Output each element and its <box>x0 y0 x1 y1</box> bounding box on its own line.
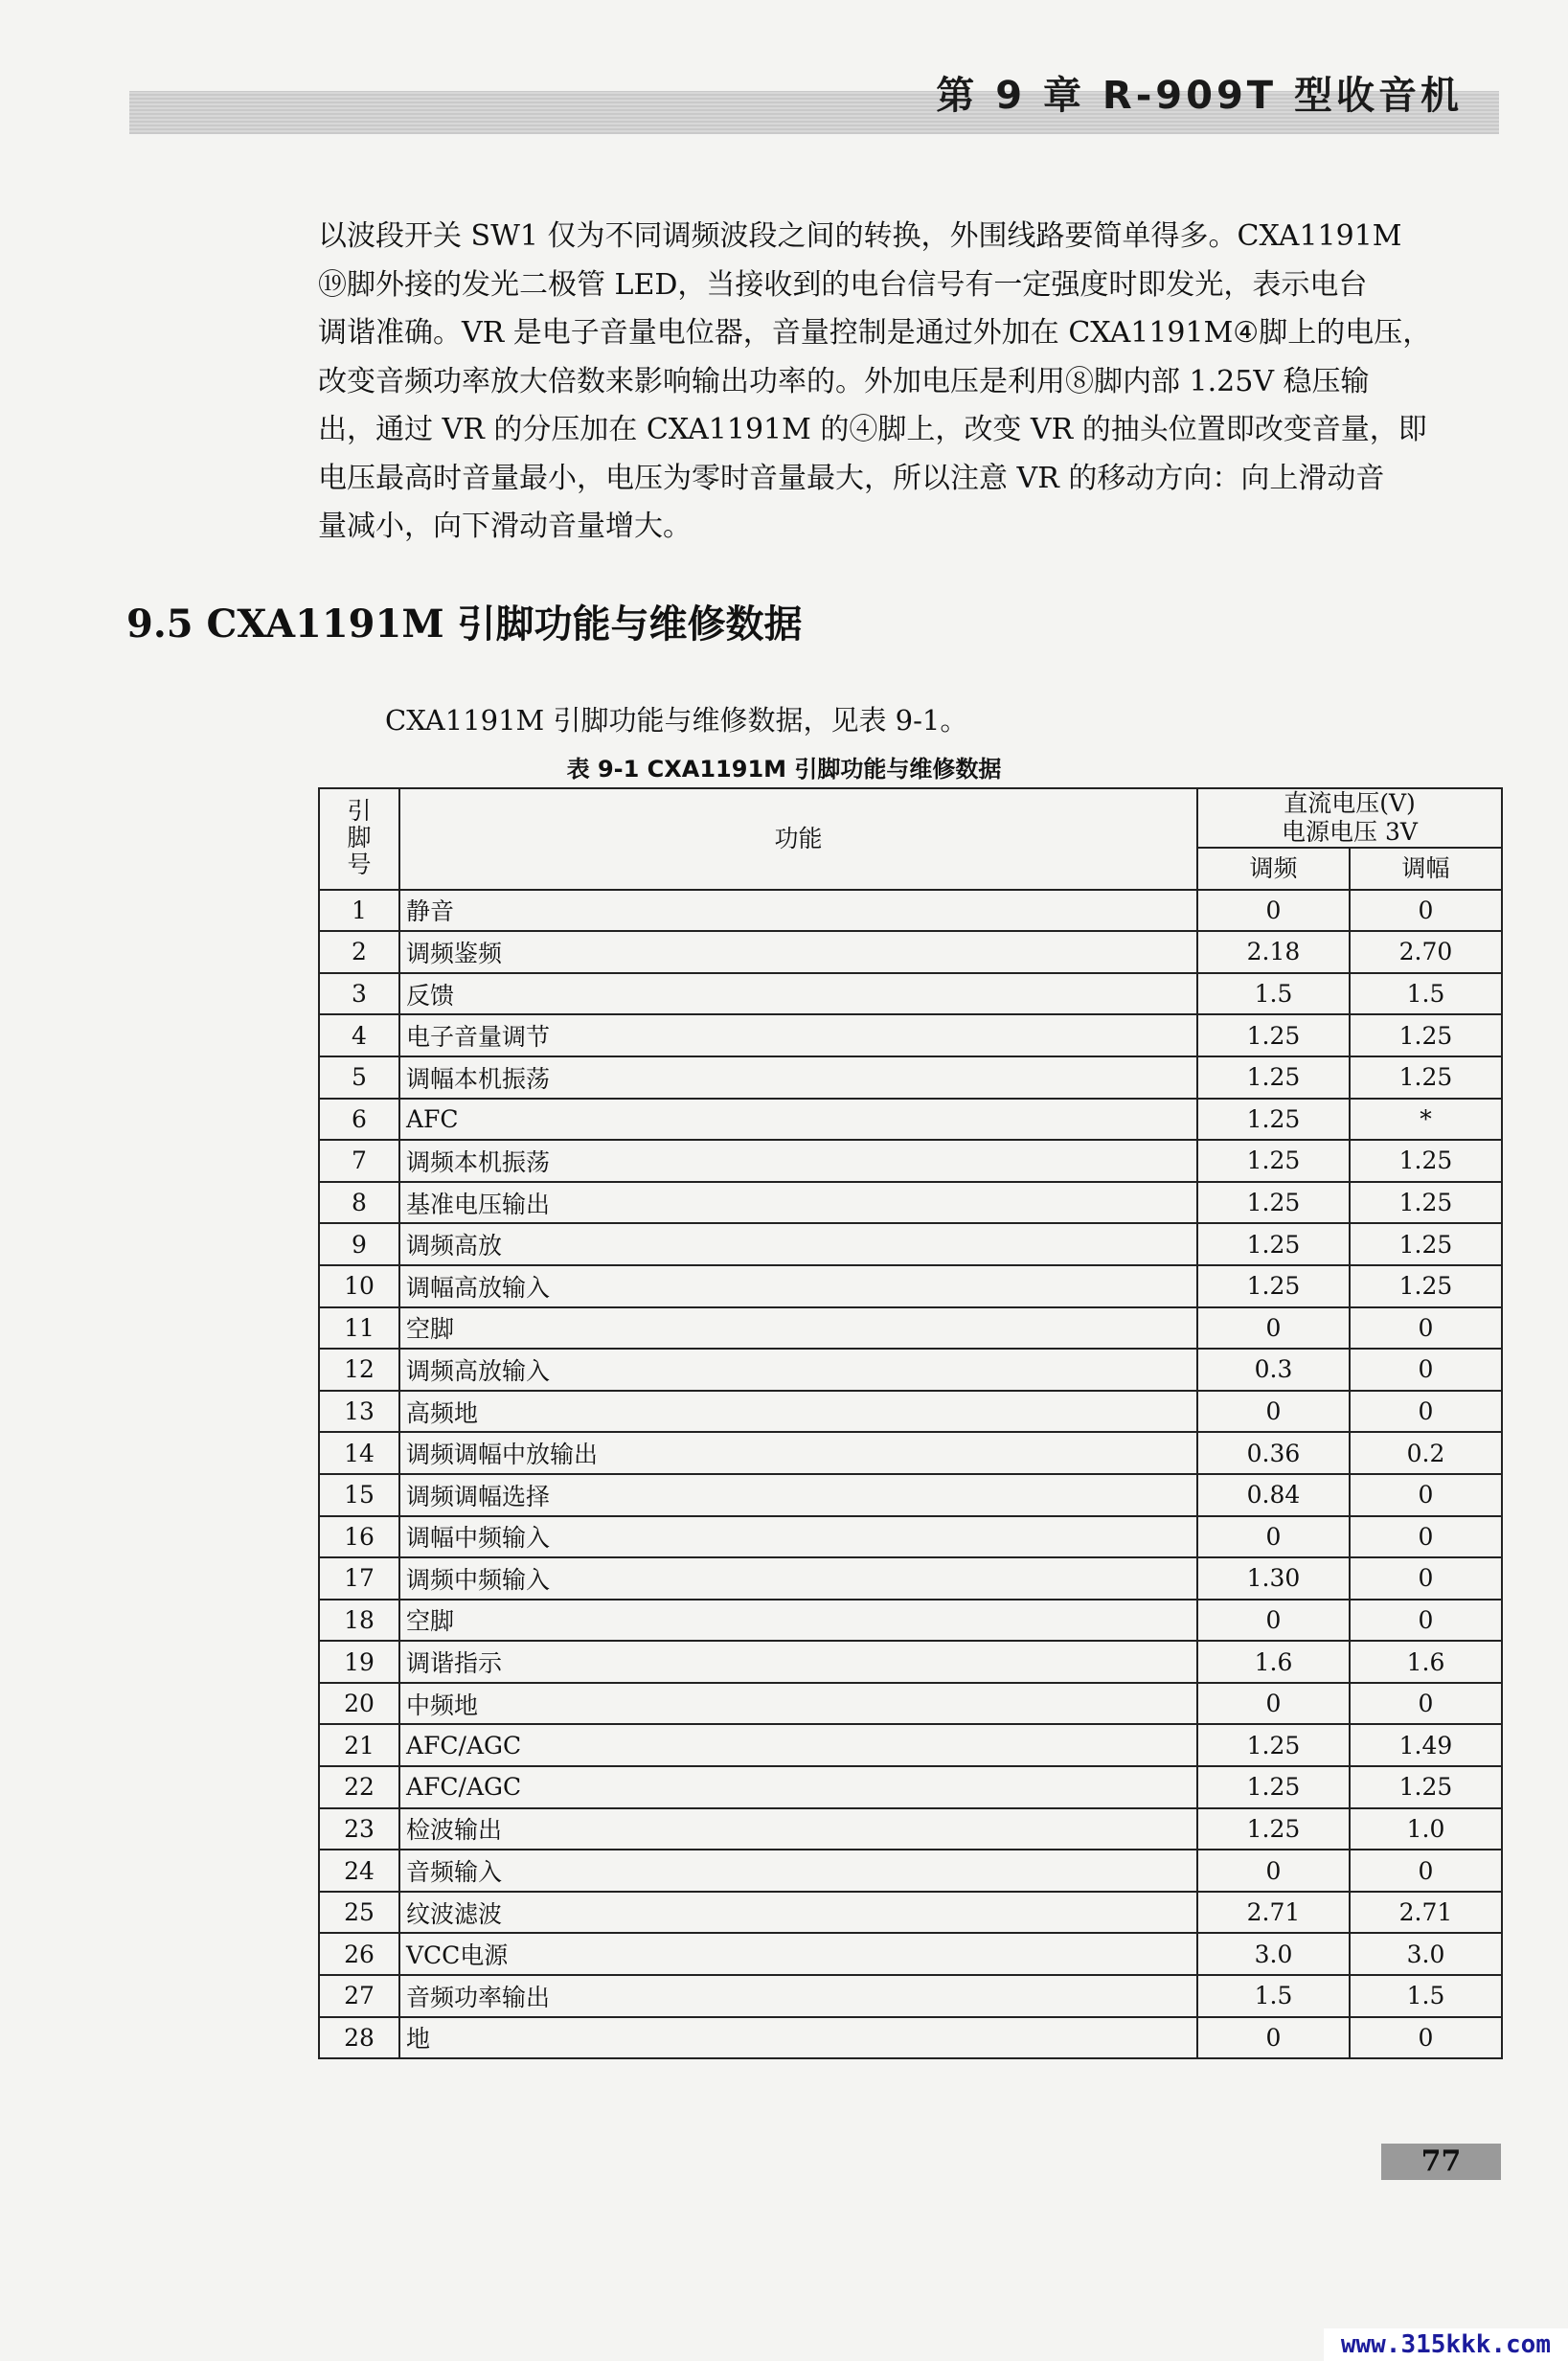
am-voltage-cell: 1.25 <box>1350 1140 1502 1182</box>
table-row <box>319 1307 1502 1350</box>
fm-voltage-cell: 3.0 <box>1197 1933 1350 1975</box>
pin-cell: 11 <box>319 1307 399 1350</box>
table-row <box>319 1432 1502 1474</box>
page-number: 77 <box>1381 2144 1501 2180</box>
pin-cell: 12 <box>319 1349 399 1391</box>
pin-cell: 5 <box>319 1056 399 1099</box>
table-row <box>319 1516 1502 1558</box>
pin-cell: 23 <box>319 1808 399 1850</box>
table-row <box>319 1766 1502 1808</box>
table-row <box>319 1557 1502 1600</box>
function-cell: VCC电源 <box>399 1933 1197 1975</box>
pin-cell: 26 <box>319 1933 399 1975</box>
function-cell: AFC/AGC <box>399 1724 1197 1766</box>
pin-cell: 21 <box>319 1724 399 1766</box>
function-cell: 检波输出 <box>399 1808 1197 1850</box>
function-cell: 空脚 <box>399 1307 1197 1350</box>
function-cell: 音频功率输出 <box>399 1975 1197 2017</box>
table-row <box>319 1975 1502 2017</box>
body-paragraph <box>318 213 1506 552</box>
pin-cell: 2 <box>319 931 399 973</box>
function-cell: 高频地 <box>399 1391 1197 1433</box>
function-cell: 纹波滤波 <box>399 1892 1197 1934</box>
am-voltage-cell: 2.71 <box>1350 1892 1502 1934</box>
table-row <box>319 1140 1502 1182</box>
paragraph-line: 电压最高时音量最小，电压为零时音量最大，所以注意 VR 的移动方向：向上滑动音 <box>318 461 1385 495</box>
header-voltage <box>1197 788 1502 848</box>
table-row <box>319 1014 1502 1056</box>
fm-voltage-cell: 0 <box>1197 890 1350 932</box>
am-voltage-cell: 1.5 <box>1350 1975 1502 2017</box>
fm-voltage-cell: 0 <box>1197 1683 1350 1725</box>
function-cell: 地 <box>399 2017 1197 2059</box>
table-row <box>319 1724 1502 1766</box>
section-title: 9.5 CXA1191M 引脚功能与维修数据 <box>126 602 803 647</box>
fm-voltage-cell: 1.25 <box>1197 1056 1350 1099</box>
fm-voltage-cell: 1.25 <box>1197 1140 1350 1182</box>
am-voltage-cell: 0 <box>1350 1349 1502 1391</box>
table-row <box>319 1850 1502 1892</box>
function-cell: 电子音量调节 <box>399 1014 1197 1056</box>
fm-voltage-cell: 0.84 <box>1197 1474 1350 1516</box>
am-voltage-cell: 0 <box>1350 1850 1502 1892</box>
pin-cell: 17 <box>319 1557 399 1600</box>
am-voltage-cell: 1.5 <box>1350 973 1502 1015</box>
fm-voltage-cell: 0.3 <box>1197 1349 1350 1391</box>
pin-cell: 6 <box>319 1099 399 1141</box>
fm-voltage-cell: 1.25 <box>1197 1766 1350 1808</box>
table-row <box>319 1349 1502 1391</box>
table-row <box>319 931 1502 973</box>
am-voltage-cell: 1.25 <box>1350 1223 1502 1265</box>
am-voltage-cell: 1.25 <box>1350 1265 1502 1307</box>
pin-cell: 22 <box>319 1766 399 1808</box>
table-row <box>319 1933 1502 1975</box>
table-row <box>319 1182 1502 1224</box>
table-row <box>319 973 1502 1015</box>
am-voltage-cell: 0 <box>1350 1557 1502 1600</box>
pin-cell: 28 <box>319 2017 399 2059</box>
am-voltage-cell: 0 <box>1350 890 1502 932</box>
pin-cell: 1 <box>319 890 399 932</box>
pin-cell: 24 <box>319 1850 399 1892</box>
am-voltage-cell: 0 <box>1350 1391 1502 1433</box>
table-row <box>319 1391 1502 1433</box>
pin-cell: 15 <box>319 1474 399 1516</box>
function-cell: 调频调幅中放输出 <box>399 1432 1197 1474</box>
function-cell: AFC/AGC <box>399 1766 1197 1808</box>
paragraph-line: 出，通过 VR 的分压加在 CXA1191M 的④脚上，改变 VR 的抽头位置即改变音量，即 <box>318 413 1427 446</box>
fm-voltage-cell: 0 <box>1197 1307 1350 1350</box>
pin-cell: 9 <box>319 1223 399 1265</box>
fm-voltage-cell: 1.25 <box>1197 1014 1350 1056</box>
intro-text: CXA1191M 引脚功能与维修数据，见表 9-1。 <box>385 704 968 737</box>
header-fm: 调频 <box>1197 848 1350 890</box>
table-row <box>319 1474 1502 1516</box>
paragraph-line: 改变音频功率放大倍数来影响输出功率的。外加电压是利用⑧脚内部 1.25V 稳压输 <box>318 364 1370 398</box>
paragraph-line: ⑲脚外接的发光二极管 LED，当接收到的电台信号有一定强度时即发光，表示电台 <box>318 267 1368 302</box>
pin-cell: 27 <box>319 1975 399 2017</box>
paragraph-line: 以波段开关 SW1 仅为不同调频波段之间的转换，外围线路要简单得多。CXA1191M <box>318 219 1402 253</box>
table-body <box>319 890 1502 2059</box>
table-row <box>319 1683 1502 1725</box>
table-row <box>319 1808 1502 1850</box>
am-voltage-cell: 0 <box>1350 1683 1502 1725</box>
function-cell: 调幅高放输入 <box>399 1265 1197 1307</box>
fm-voltage-cell: 1.25 <box>1197 1265 1350 1307</box>
header-am: 调幅 <box>1350 848 1502 890</box>
pin-cell: 14 <box>319 1432 399 1474</box>
watermark-url: www.315kkk.com <box>1324 2328 1568 2361</box>
fm-voltage-cell: 0 <box>1197 1850 1350 1892</box>
am-voltage-cell: 1.25 <box>1350 1014 1502 1056</box>
am-voltage-cell: 0 <box>1350 1474 1502 1516</box>
am-voltage-cell: 0 <box>1350 1516 1502 1558</box>
chapter-header: 第 9 章 R-909T 型收音机 <box>936 74 1463 118</box>
fm-voltage-cell: 1.25 <box>1197 1182 1350 1224</box>
fm-voltage-cell: 0.36 <box>1197 1432 1350 1474</box>
header-pin <box>319 788 399 890</box>
am-voltage-cell: 1.49 <box>1350 1724 1502 1766</box>
function-cell: 调频高放输入 <box>399 1349 1197 1391</box>
function-cell: 调频鉴频 <box>399 931 1197 973</box>
am-voltage-cell: 1.0 <box>1350 1808 1502 1850</box>
fm-voltage-cell: 1.5 <box>1197 973 1350 1015</box>
fm-voltage-cell: 2.71 <box>1197 1892 1350 1934</box>
fm-voltage-cell: 0 <box>1197 1516 1350 1558</box>
am-voltage-cell: 1.25 <box>1350 1766 1502 1808</box>
table-row <box>319 1223 1502 1265</box>
header-function: 功能 <box>399 788 1197 890</box>
function-cell: 调频中频输入 <box>399 1557 1197 1600</box>
function-cell: 调频高放 <box>399 1223 1197 1265</box>
fm-voltage-cell: 1.6 <box>1197 1641 1350 1683</box>
paragraph-line: 调谐准确。VR 是电子音量电位器，音量控制是通过外加在 CXA1191M④脚上的电压， <box>318 316 1432 350</box>
table-row <box>319 1641 1502 1683</box>
table-row <box>319 1600 1502 1642</box>
function-cell: 调频调幅选择 <box>399 1474 1197 1516</box>
function-cell: 中频地 <box>399 1683 1197 1725</box>
fm-voltage-cell: 1.30 <box>1197 1557 1350 1600</box>
fm-voltage-cell: 1.25 <box>1197 1223 1350 1265</box>
table-row <box>319 1265 1502 1307</box>
function-cell: 调频本机振荡 <box>399 1140 1197 1182</box>
pin-cell: 19 <box>319 1641 399 1683</box>
table-row <box>319 1892 1502 1934</box>
pin-cell: 13 <box>319 1391 399 1433</box>
fm-voltage-cell: 0 <box>1197 1391 1350 1433</box>
function-cell: 调幅本机振荡 <box>399 1056 1197 1099</box>
function-cell: 调幅中频输入 <box>399 1516 1197 1558</box>
table-caption: 表 9-1 CXA1191M 引脚功能与维修数据 <box>566 756 1002 783</box>
fm-voltage-cell: 1.25 <box>1197 1099 1350 1141</box>
am-voltage-cell: 1.6 <box>1350 1641 1502 1683</box>
am-voltage-cell: 0.2 <box>1350 1432 1502 1474</box>
am-voltage-cell: 0 <box>1350 2017 1502 2059</box>
pin-cell: 16 <box>319 1516 399 1558</box>
fm-voltage-cell: 1.25 <box>1197 1724 1350 1766</box>
function-cell: AFC <box>399 1099 1197 1141</box>
am-voltage-cell: 1.25 <box>1350 1056 1502 1099</box>
header-pin-label: 引脚号 <box>347 797 372 879</box>
table-row <box>319 2017 1502 2059</box>
table-row <box>319 890 1502 932</box>
pin-data-table <box>318 787 1503 2059</box>
pin-cell: 10 <box>319 1265 399 1307</box>
function-cell: 基准电压输出 <box>399 1182 1197 1224</box>
table-row <box>319 1099 1502 1141</box>
fm-voltage-cell: 0 <box>1197 2017 1350 2059</box>
am-voltage-cell: * <box>1350 1099 1502 1141</box>
header-voltage-line1: 直流电压(V) <box>1284 789 1416 817</box>
am-voltage-cell: 3.0 <box>1350 1933 1502 1975</box>
am-voltage-cell: 1.25 <box>1350 1182 1502 1224</box>
function-cell: 空脚 <box>399 1600 1197 1642</box>
fm-voltage-cell: 0 <box>1197 1600 1350 1642</box>
pin-cell: 20 <box>319 1683 399 1725</box>
pin-cell: 8 <box>319 1182 399 1224</box>
function-cell: 调谐指示 <box>399 1641 1197 1683</box>
fm-voltage-cell: 1.5 <box>1197 1975 1350 2017</box>
pin-cell: 3 <box>319 973 399 1015</box>
am-voltage-cell: 0 <box>1350 1600 1502 1642</box>
fm-voltage-cell: 1.25 <box>1197 1808 1350 1850</box>
header-voltage-line2: 电源电压 3V <box>1282 818 1418 846</box>
table-row <box>319 1056 1502 1099</box>
pin-cell: 4 <box>319 1014 399 1056</box>
am-voltage-cell: 2.70 <box>1350 931 1502 973</box>
am-voltage-cell: 0 <box>1350 1307 1502 1350</box>
function-cell: 音频输入 <box>399 1850 1197 1892</box>
pin-cell: 18 <box>319 1600 399 1642</box>
pin-cell: 7 <box>319 1140 399 1182</box>
paragraph-line: 量减小，向下滑动音量增大。 <box>318 510 692 543</box>
function-cell: 静音 <box>399 890 1197 932</box>
function-cell: 反馈 <box>399 973 1197 1015</box>
fm-voltage-cell: 2.18 <box>1197 931 1350 973</box>
pin-cell: 25 <box>319 1892 399 1934</box>
